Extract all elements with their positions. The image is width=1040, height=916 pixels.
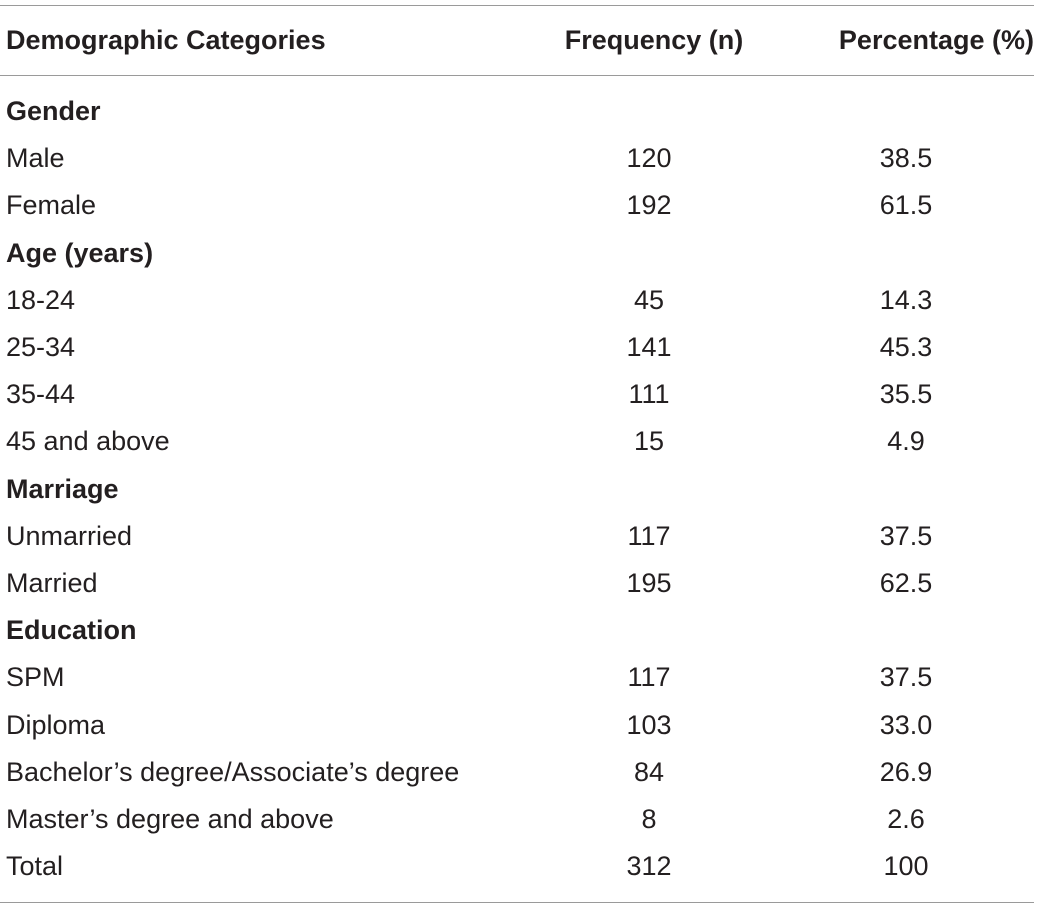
header-percentage: Percentage (%) [838,25,1034,55]
section-row [0,230,1034,277]
section-label: Gender [6,96,101,127]
section-row [0,466,1034,513]
percentage-cell: 26.9 [879,756,933,787]
percentage-cell: 4.9 [887,426,925,457]
frequency-cell: 120 [626,143,672,174]
section-row [0,88,1034,135]
percentage-cell: 61.5 [879,190,933,221]
table-row [0,371,1034,418]
header-category: Demographic Categories [6,25,326,55]
header-frequency: Frequency (n) [564,25,744,55]
percentage-cell: 100 [883,851,929,882]
table-row [0,135,1034,182]
row-label: Diploma [6,709,106,740]
frequency-cell: 84 [633,756,665,787]
table-row [0,277,1034,324]
percentage-cell: 2.6 [887,803,925,834]
frequency-cell: 141 [626,332,672,363]
row-label: 18-24 [6,284,76,315]
table-row [0,182,1034,229]
section-label: Marriage [6,473,119,504]
frequency-cell: 111 [628,379,670,410]
row-label: Bachelor’s degree/Associate’s degree [6,756,460,787]
body-bottom-spacer [0,890,1034,902]
row-label: Master’s degree and above [6,803,334,834]
section-row [0,607,1034,654]
table-row [0,843,1034,890]
row-label: SPM [6,662,65,693]
table-body [0,88,1034,890]
frequency-cell: 8 [641,803,657,834]
section-label: Education [6,615,137,646]
percentage-cell: 37.5 [879,662,933,693]
row-label: 45 and above [6,426,170,457]
frequency-cell: 103 [626,709,672,740]
frequency-cell: 117 [627,520,671,551]
table-row [0,324,1034,371]
row-label: Unmarried [6,520,133,551]
demographics-table [0,5,1034,903]
frequency-cell: 192 [626,190,672,221]
percentage-cell: 14.3 [879,284,933,315]
table-row [0,796,1034,843]
table-row [0,701,1034,748]
row-label: Married [6,567,98,598]
percentage-cell: 45.3 [879,332,933,363]
table-row [0,513,1034,560]
frequency-cell: 195 [626,567,672,598]
frequency-cell: 117 [627,662,671,693]
frequency-cell: 15 [633,426,665,457]
table-row [0,560,1034,607]
table-row [0,418,1034,465]
percentage-cell: 38.5 [879,143,933,174]
row-label: Female [6,190,97,221]
header-row [0,6,1034,75]
percentage-cell: 35.5 [879,379,933,410]
percentage-cell: 37.5 [879,520,933,551]
percentage-cell: 33.0 [879,709,933,740]
frequency-cell: 45 [633,284,665,315]
section-label: Age (years) [6,237,154,268]
body-top-spacer [0,76,1034,88]
frequency-cell: 312 [626,851,672,882]
row-label: Total [6,851,64,882]
table-row [0,654,1034,701]
bottom-rule [0,902,1034,903]
row-label: 35-44 [6,379,76,410]
row-label: Male [6,143,65,174]
percentage-cell: 62.5 [879,567,933,598]
table-row [0,749,1034,796]
row-label: 25-34 [6,332,76,363]
